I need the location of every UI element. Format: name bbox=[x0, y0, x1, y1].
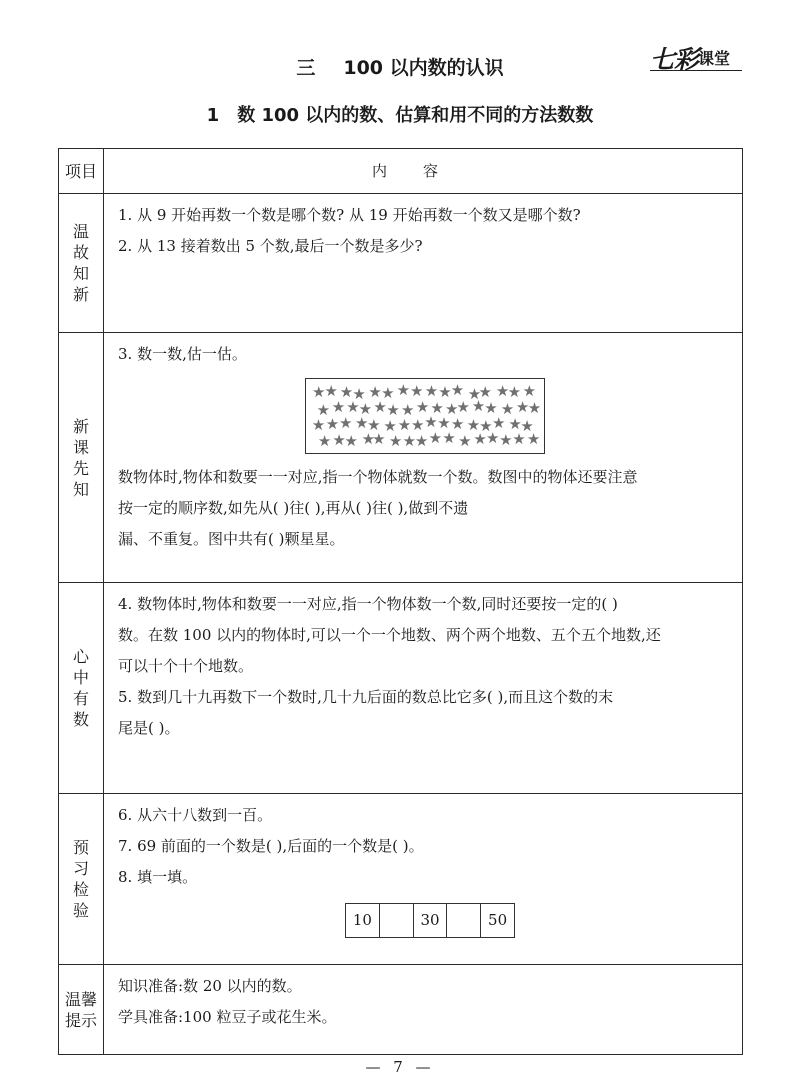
question-5-line-1: 5. 数到几十九再数下一个数时,几十九后面的数总比它多( ),而且这个数的末 bbox=[118, 688, 614, 706]
lesson-table bbox=[58, 148, 743, 1055]
star-icon: ★ bbox=[402, 432, 417, 451]
star-icon: ★ bbox=[331, 397, 346, 416]
question-5-line-2: 尾是( )。 bbox=[118, 719, 180, 737]
chapter-title-text: 100 以内数的认识 bbox=[343, 57, 504, 79]
star-icon: ★ bbox=[414, 432, 429, 451]
star-icon: ★ bbox=[311, 416, 326, 435]
tips-row bbox=[59, 965, 743, 1055]
star-icon: ★ bbox=[367, 416, 381, 435]
star-icon: ★ bbox=[445, 399, 459, 418]
header-content-label: 内容 bbox=[104, 149, 743, 194]
chapter-number: 三 bbox=[296, 57, 316, 79]
star-icon: ★ bbox=[527, 398, 542, 417]
preview-label: 预 习 检 验 bbox=[59, 794, 104, 965]
star-icon: ★ bbox=[386, 400, 400, 419]
star-icon: ★ bbox=[311, 383, 326, 402]
q3-text-line-2: 按一定的顺序数,如先从( )往( ),再从( )往( ),做到不遗 bbox=[118, 499, 469, 517]
newlesson-label: 新 课 先 知 bbox=[59, 333, 104, 583]
star-icon: ★ bbox=[354, 413, 369, 432]
question-4-line-2: 数。在数 100 以内的物体时,可以一个一个地数、两个两个地数、五个五个地数,还 bbox=[118, 626, 661, 644]
star-icon: ★ bbox=[499, 430, 513, 449]
star-icon: ★ bbox=[520, 416, 534, 435]
star-icon: ★ bbox=[442, 429, 456, 448]
star-icon: ★ bbox=[415, 397, 430, 416]
heart-label: 心 中 有 数 bbox=[59, 583, 104, 794]
star-icon: ★ bbox=[332, 430, 346, 449]
star-icon: ★ bbox=[424, 413, 438, 432]
star-icon: ★ bbox=[479, 416, 493, 435]
star-icon: ★ bbox=[317, 432, 332, 451]
star-icon: ★ bbox=[500, 399, 515, 418]
star-icon: ★ bbox=[358, 400, 373, 419]
q3-text-line-1: 数物体时,物体和数要一一对应,指一个物体就数一个数。数图中的物体还要注意 bbox=[118, 468, 638, 486]
fill-in-grid bbox=[345, 903, 515, 938]
star-icon: ★ bbox=[316, 400, 331, 419]
star-icon: ★ bbox=[410, 415, 425, 434]
star-icon: ★ bbox=[507, 383, 522, 402]
star-icon: ★ bbox=[409, 381, 424, 400]
brand-name-part2: 课堂 bbox=[698, 49, 731, 68]
star-icon: ★ bbox=[339, 413, 353, 432]
star-icon: ★ bbox=[388, 431, 403, 450]
grid-cell: 30 bbox=[413, 904, 447, 937]
tip-materials: 学具准备:100 粒豆子或花生米。 bbox=[118, 1008, 337, 1026]
star-icon: ★ bbox=[526, 430, 541, 449]
newlesson-row bbox=[59, 333, 743, 583]
star-icon: ★ bbox=[466, 415, 481, 434]
star-icon: ★ bbox=[437, 414, 451, 433]
star-icon: ★ bbox=[324, 381, 338, 400]
star-icon: ★ bbox=[424, 381, 439, 400]
tip-knowledge: 知识准备:数 20 以内的数。 bbox=[118, 977, 302, 995]
star-icon: ★ bbox=[485, 429, 500, 448]
star-icon: ★ bbox=[346, 398, 360, 417]
review-row bbox=[59, 194, 743, 333]
heart-row bbox=[59, 583, 743, 794]
star-icon: ★ bbox=[471, 397, 486, 416]
star-icon: ★ bbox=[368, 382, 382, 401]
tips-content bbox=[104, 965, 743, 1055]
star-icon: ★ bbox=[383, 416, 397, 435]
star-icon: ★ bbox=[430, 398, 444, 417]
star-icon: ★ bbox=[495, 381, 510, 400]
star-field bbox=[305, 378, 545, 454]
q3-text-line-3: 漏、不重复。图中共有( )颗星星。 bbox=[118, 530, 345, 548]
star-icon: ★ bbox=[473, 429, 487, 448]
star-icon: ★ bbox=[400, 400, 415, 419]
star-icon: ★ bbox=[512, 430, 526, 449]
star-icon: ★ bbox=[508, 414, 522, 433]
star-icon: ★ bbox=[450, 381, 465, 400]
question-4-line-1: 4. 数物体时,物体和数要一一对应,指一个物体数一个数,同时还要按一定的( ) bbox=[118, 595, 618, 613]
star-icon: ★ bbox=[352, 384, 366, 403]
star-icon: ★ bbox=[344, 432, 358, 451]
question-7: 7. 69 前面的一个数是( ),后面的一个数是( )。 bbox=[118, 837, 424, 855]
star-icon: ★ bbox=[381, 384, 395, 403]
heart-content bbox=[104, 583, 743, 794]
tips-label: 温馨 提示 bbox=[59, 965, 104, 1055]
section-title-text: 数 100 以内的数、估算和用不同的方法数数 bbox=[237, 105, 594, 126]
grid-cell: 10 bbox=[352, 911, 372, 929]
question-2: 2. 从 13 接着数出 5 个数,最后一个数是多少? bbox=[118, 237, 423, 255]
section-title bbox=[0, 101, 800, 127]
review-content bbox=[104, 194, 743, 333]
star-icon: ★ bbox=[478, 382, 492, 401]
star-icon: ★ bbox=[515, 398, 530, 417]
preview-row bbox=[59, 794, 743, 965]
star-icon: ★ bbox=[372, 429, 386, 448]
question-1: 1. 从 9 开始再数一个数是哪个数? 从 19 开始再数一个数又是哪个数? bbox=[118, 206, 581, 224]
star-icon: ★ bbox=[458, 432, 472, 451]
star-icon: ★ bbox=[467, 384, 482, 403]
star-icon: ★ bbox=[361, 430, 376, 449]
chapter-title bbox=[0, 53, 800, 80]
question-3: 3. 数一数,估一估。 bbox=[118, 345, 247, 363]
review-label: 温 故 知 新 bbox=[59, 194, 104, 333]
brand-name-part1: 七彩 bbox=[650, 45, 699, 74]
question-6: 6. 从六十八数到一百。 bbox=[118, 806, 273, 824]
grid-cell[interactable] bbox=[446, 904, 480, 937]
table-header-row bbox=[59, 149, 743, 194]
newlesson-content bbox=[104, 333, 743, 583]
question-4-line-3: 可以十个十个地数。 bbox=[118, 657, 254, 675]
page-number: — 7 — bbox=[365, 1058, 435, 1076]
star-icon: ★ bbox=[397, 416, 412, 435]
star-icon: ★ bbox=[450, 414, 465, 433]
star-icon: ★ bbox=[438, 382, 452, 401]
star-icon: ★ bbox=[428, 429, 443, 448]
star-icon: ★ bbox=[339, 383, 354, 402]
star-icon: ★ bbox=[456, 397, 470, 416]
header-item-label: 项目 bbox=[59, 149, 104, 194]
question-8: 8. 填一填。 bbox=[118, 868, 198, 886]
star-icon: ★ bbox=[484, 398, 498, 417]
section-number: 1 bbox=[206, 105, 220, 126]
star-icon: ★ bbox=[325, 414, 340, 433]
star-icon: ★ bbox=[522, 382, 537, 401]
star-icon: ★ bbox=[492, 414, 506, 433]
star-icon: ★ bbox=[396, 381, 411, 400]
grid-cell: 50 bbox=[480, 904, 514, 937]
star-icon: ★ bbox=[373, 398, 387, 417]
preview-content bbox=[104, 794, 743, 965]
grid-cell[interactable] bbox=[379, 904, 413, 937]
